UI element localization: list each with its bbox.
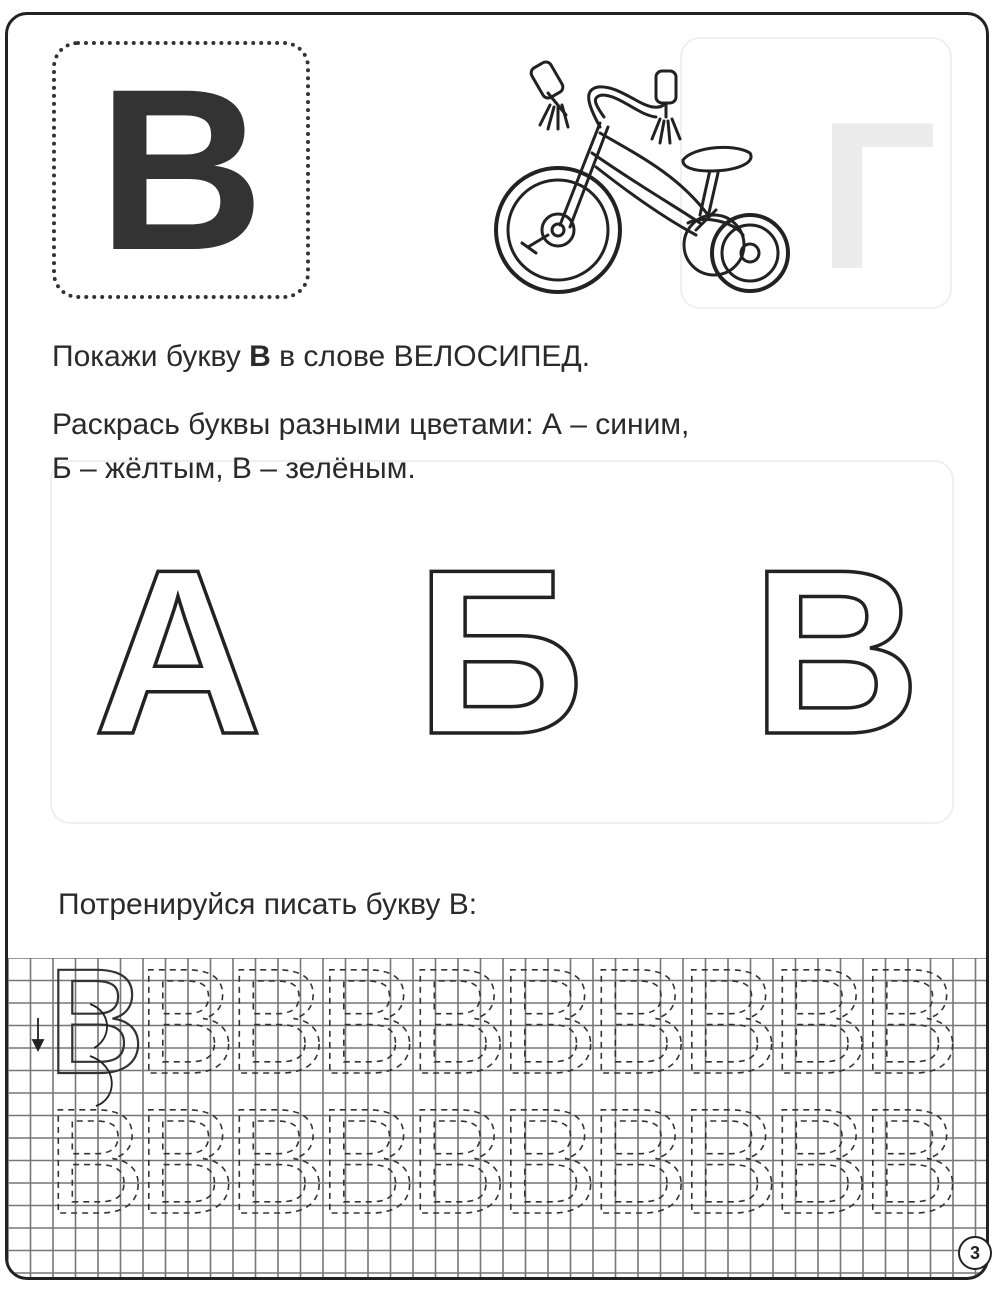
dotted-practice-letter[interactable]: В [589, 1077, 690, 1245]
handwriting-grid[interactable] [8, 958, 986, 1280]
outline-letter-b-glyph: Б [415, 545, 585, 745]
dotted-practice-letter[interactable]: В [498, 958, 599, 1105]
instruction-text-end: в слове ВЕЛОСИПЕД. [270, 340, 591, 373]
dotted-practice-letter[interactable]: В [860, 958, 961, 1105]
tricycle-icon [488, 35, 808, 305]
dotted-practice-letter[interactable]: В [679, 958, 780, 1105]
outline-letter-v[interactable] [726, 545, 946, 745]
dotted-practice-letter[interactable]: В [227, 1077, 328, 1245]
workbook-page [5, 12, 989, 1280]
color-instruction-line-1: Раскрась буквы разными цветами: А – синим, [52, 408, 690, 441]
model-letter: В [46, 958, 147, 1105]
show-letter-instruction [52, 339, 590, 375]
dotted-practice-letter[interactable]: В [860, 1077, 961, 1245]
dotted-practice-letter[interactable]: В [227, 958, 328, 1105]
outline-letter-a-glyph: А [93, 545, 263, 745]
outline-letter-a[interactable] [68, 545, 288, 745]
instruction-bold-letter: В [249, 340, 271, 373]
dotted-practice-letter[interactable]: В [136, 1077, 237, 1245]
practice-instruction: Потренируйся писать букву В: [58, 888, 478, 921]
dotted-practice-letter[interactable]: В [317, 1077, 418, 1245]
dotted-practice-letter[interactable]: В [136, 958, 237, 1105]
dotted-practice-letter[interactable]: В [317, 958, 418, 1105]
letter-card [52, 41, 310, 299]
dotted-practice-letter[interactable]: В [770, 1077, 871, 1245]
instruction-text-start: Покажи букву [52, 340, 250, 373]
dotted-practice-letter[interactable]: В [679, 1077, 780, 1245]
color-instruction-line-2: Б – жёлтым, В – зелёным. [52, 452, 416, 485]
dotted-practice-letter[interactable]: В [498, 1077, 599, 1245]
ghost-letter: Г [818, 78, 938, 313]
dotted-practice-letter[interactable]: В [770, 958, 871, 1105]
dotted-practice-letter[interactable]: В [589, 958, 690, 1105]
outline-letter-v-glyph: В [751, 545, 921, 745]
big-letter: В [97, 41, 265, 298]
outline-letter-b[interactable] [390, 545, 610, 745]
page-number: 3 [958, 1236, 992, 1270]
dotted-practice-letter[interactable]: В [408, 958, 509, 1105]
dotted-practice-letter[interactable]: В [46, 1077, 147, 1245]
dotted-practice-letter[interactable]: В [408, 1077, 509, 1245]
